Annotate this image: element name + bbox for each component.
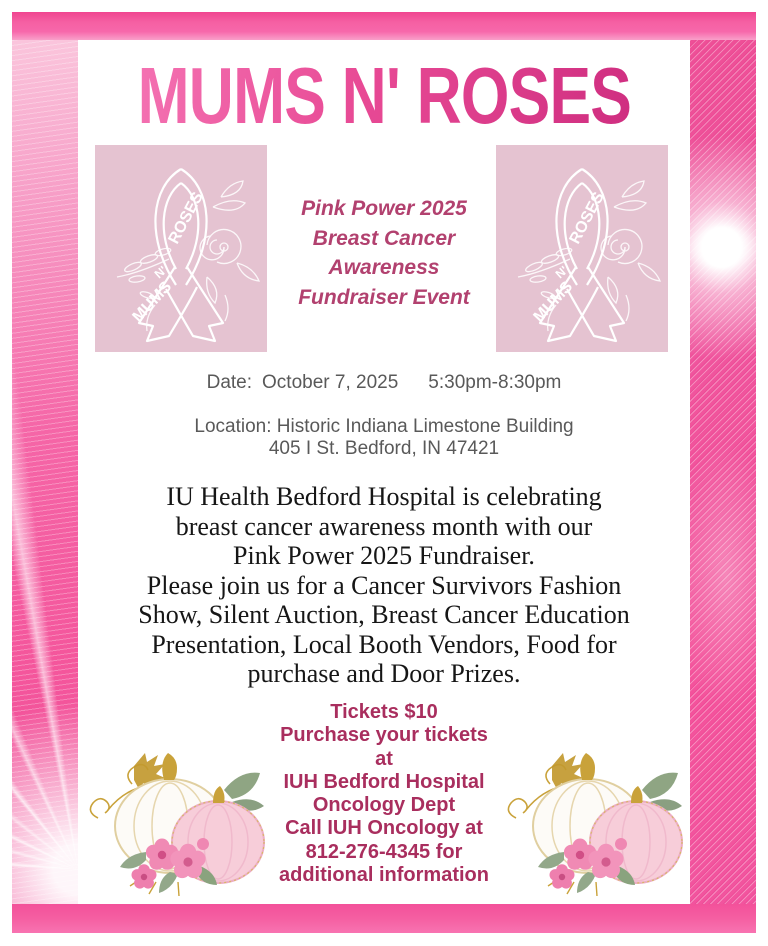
subtitle-line: Fundraiser Event — [298, 285, 470, 309]
tickets-line: Call IUH Oncology at — [285, 817, 483, 840]
tickets-info — [234, 701, 534, 887]
frame-bottom-bar — [12, 904, 756, 933]
ribbon-word-mums: MUMS — [530, 278, 577, 326]
description-line: Pink Power 2025 Fundraiser. — [233, 541, 535, 570]
event-description — [40, 482, 728, 689]
description-line: Show, Silent Auction, Breast Cancer Education — [138, 600, 630, 629]
tickets-line: additional information — [279, 864, 489, 887]
pumpkins-illustration-right — [500, 722, 690, 900]
tickets-line: 812-276-4345 for — [305, 840, 463, 863]
description-line: Presentation, Local Booth Vendors, Food for — [151, 629, 617, 659]
frame-left-rays — [12, 40, 78, 904]
page-title-wrap — [0, 51, 768, 140]
pumpkins-illustration-left — [82, 722, 272, 900]
frame-top-bar — [12, 12, 756, 40]
description-line: Please join us for a Cancer Survivors Fashion — [146, 570, 622, 600]
ribbon-word-roses: ROSES — [165, 189, 207, 247]
ribbon-word-roses: ROSES — [566, 189, 608, 247]
ribbon-word-n: N' — [552, 263, 571, 282]
subtitle-line: Awareness — [328, 256, 440, 279]
date-value: October 7, 2025 — [262, 372, 399, 393]
tickets-line: Oncology Dept — [312, 794, 456, 817]
tickets-line: IUH Bedford Hospital — [283, 770, 485, 793]
event-date-line — [0, 372, 768, 394]
event-location-line2: 405 I St. Bedford, IN 47421 — [268, 438, 500, 459]
time-value: 5:30pm-8:30pm — [428, 372, 562, 393]
ribbon-word-mums: MUMS — [129, 278, 176, 326]
tickets-line: Purchase your tickets — [280, 724, 488, 747]
tickets-line: Tickets $10 — [330, 701, 438, 723]
page-title: MUMS N' ROSES — [137, 51, 631, 140]
frame-right-rays — [690, 40, 756, 904]
description-line: purchase and Door Prizes. — [247, 659, 521, 688]
subtitle-line: Breast Cancer — [312, 226, 456, 250]
description-line: IU Health Bedford Hospital is celebrating — [166, 482, 602, 511]
subtitle-line: Pink Power 2025 — [301, 197, 467, 220]
date-label: Date: — [206, 372, 253, 393]
ribbon-word-n: N' — [151, 263, 170, 282]
description-line: breast cancer awareness month with our — [175, 511, 593, 541]
tickets-line: at — [375, 747, 393, 770]
event-location-line1: Location: Historic Indiana Limestone Building — [194, 416, 574, 437]
event-subtitle — [234, 194, 534, 312]
